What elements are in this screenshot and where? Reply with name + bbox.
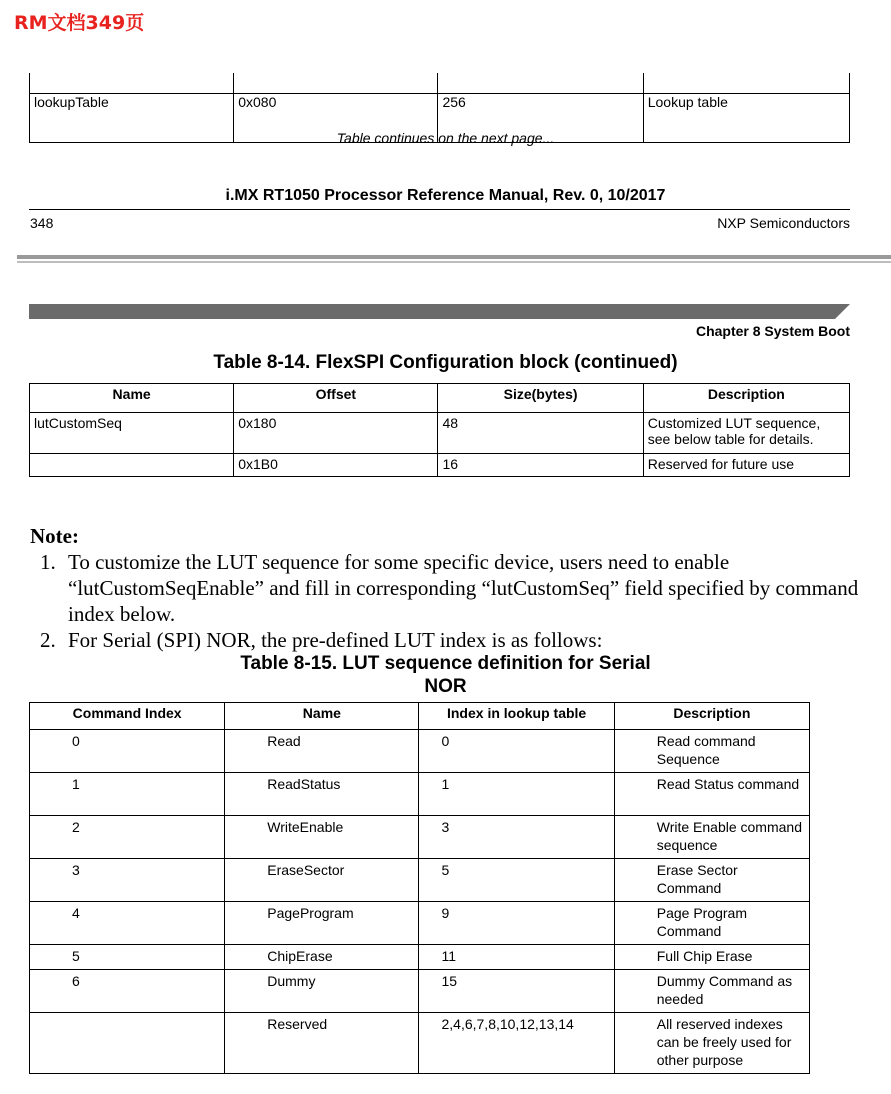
cell-command-index: 4: [30, 902, 225, 945]
table-row: [30, 859, 810, 902]
header-description: Description: [614, 703, 809, 730]
partial-row-cell: [643, 73, 849, 94]
cell-offset: 0x1B0: [234, 454, 438, 477]
cell-name: lookupTable: [30, 94, 234, 143]
table-row: [30, 970, 810, 1013]
cell-name: ChipErase: [225, 945, 419, 970]
footer-divider: [29, 209, 850, 210]
cell-name: lutCustomSeq: [30, 413, 234, 454]
chapter-label: Chapter 8 System Boot: [695, 323, 850, 339]
cell-command-index: [30, 1013, 225, 1074]
cell-name: Reserved: [225, 1013, 419, 1074]
table-row: [30, 945, 810, 970]
header-size: Size(bytes): [438, 384, 643, 413]
cell-description: Dummy Command as needed: [614, 970, 809, 1013]
note-item: [40, 627, 860, 653]
table-header-row: [30, 384, 850, 413]
table-header-row: [30, 703, 810, 730]
config-table-title: Table 8-14. FlexSPI Configuration block (continued): [213, 352, 678, 373]
table-row: [30, 773, 810, 816]
table-row: [30, 413, 850, 454]
note-item-number: 2.: [40, 628, 56, 652]
note-list: [40, 549, 860, 653]
lut-title-line2: NOR: [424, 676, 467, 697]
partial-row-cell: [438, 73, 643, 94]
cell-size: 256: [438, 94, 643, 143]
cell-description: Customized LUT sequence, see below table for details.: [643, 413, 849, 454]
header-lookup-index: Index in lookup table: [419, 703, 614, 730]
cell-description: Reserved for future use: [643, 454, 849, 477]
cell-description: Page Program Command: [614, 902, 809, 945]
page-number: 348: [30, 215, 54, 231]
cell-lookup-index: 15: [419, 970, 614, 1013]
watermark-label: RM文档349页: [14, 12, 145, 34]
cell-lookup-index: 2,4,6,7,8,10,12,13,14: [419, 1013, 614, 1074]
config-table: [29, 383, 850, 477]
company-name: NXP Semiconductors: [717, 215, 850, 231]
cell-lookup-index: 3: [419, 816, 614, 859]
partial-row-cell: [234, 73, 438, 94]
table-row: [30, 454, 850, 477]
cell-command-index: 6: [30, 970, 225, 1013]
cell-command-index: 3: [30, 859, 225, 902]
note-item-text: To customize the LUT sequence for some specific device, users need to enable “lutCustomSeqEnable” and fill in corresponding “lutCustomSeq” field specified by command index below.: [68, 550, 859, 626]
cell-name: [30, 454, 234, 477]
cell-lookup-index: 9: [419, 902, 614, 945]
cell-description: Erase Sector Command: [614, 859, 809, 902]
cell-description: Full Chip Erase: [614, 945, 809, 970]
cell-name: ReadStatus: [225, 773, 419, 816]
cell-size: 48: [438, 413, 643, 454]
cell-command-index: 0: [30, 730, 225, 773]
lut-table-title: [0, 652, 891, 698]
note-item-text: For Serial (SPI) NOR, the pre-defined LUT index is as follows:: [68, 628, 603, 652]
cell-lookup-index: 11: [419, 945, 614, 970]
page-separator-shadow: [17, 261, 891, 263]
header-command-index: Command Index: [30, 703, 225, 730]
chapter-bar-shape: [29, 304, 850, 319]
cell-description: Write Enable command sequence: [614, 816, 809, 859]
table-row: [30, 1013, 810, 1074]
table-row: [30, 730, 810, 773]
cell-lookup-index: 5: [419, 859, 614, 902]
cell-name: EraseSector: [225, 859, 419, 902]
note-item: [40, 549, 860, 627]
note-heading: Note:: [30, 524, 79, 548]
cell-offset: 0x180: [234, 413, 438, 454]
cell-name: WriteEnable: [225, 816, 419, 859]
table-continuation-note: Table continues on the next page...: [336, 130, 555, 146]
note-item-number: 1.: [40, 550, 56, 574]
cell-lookup-index: 1: [419, 773, 614, 816]
table-row: [30, 902, 810, 945]
page-separator: [17, 255, 891, 259]
lut-table: [29, 702, 810, 1074]
cell-description: All reserved indexes can be freely used for other purpose: [614, 1013, 809, 1074]
cell-description: Read Status command: [614, 773, 809, 816]
cell-command-index: 2: [30, 816, 225, 859]
cell-description: Read command Sequence: [614, 730, 809, 773]
cell-offset: 0x080: [234, 94, 438, 143]
lut-title-line1: Table 8-15. LUT sequence definition for Serial: [240, 653, 651, 674]
partial-row-cell: [30, 73, 234, 94]
manual-title: i.MX RT1050 Processor Reference Manual, Rev. 0, 10/2017: [225, 187, 666, 204]
cell-command-index: 5: [30, 945, 225, 970]
cell-size: 16: [438, 454, 643, 477]
cell-command-index: 1: [30, 773, 225, 816]
cell-name: Read: [225, 730, 419, 773]
header-description: Description: [643, 384, 849, 413]
header-name: Name: [30, 384, 234, 413]
header-offset: Offset: [234, 384, 438, 413]
cell-name: PageProgram: [225, 902, 419, 945]
cell-description: Lookup table: [643, 94, 849, 143]
header-name: Name: [225, 703, 419, 730]
table-row: [30, 816, 810, 859]
cell-name: Dummy: [225, 970, 419, 1013]
cell-lookup-index: 0: [419, 730, 614, 773]
chapter-header-bar: [29, 304, 850, 319]
